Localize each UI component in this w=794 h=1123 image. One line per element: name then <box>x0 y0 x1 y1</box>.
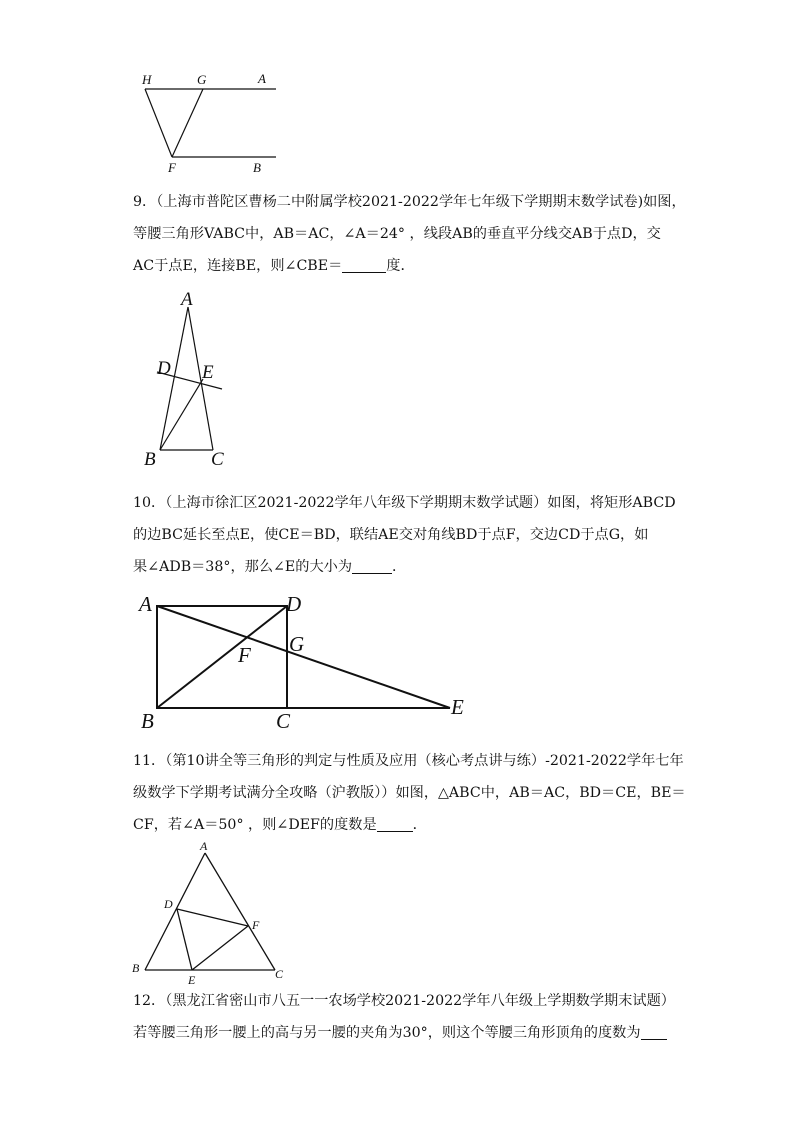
label-c: C <box>275 967 284 981</box>
label-h: H <box>142 72 152 87</box>
question-12-number: 12． <box>133 993 166 1009</box>
question-11-line-1-text: （第10讲全等三角形的判定与性质及应用（核心考点讲与练）-2021-2022学年七年 <box>165 753 684 769</box>
answer-blank <box>352 559 392 574</box>
label-a: A <box>258 71 266 86</box>
label-e: E <box>202 362 214 383</box>
label-b: B <box>253 160 261 175</box>
question-10-line-3 <box>133 551 663 583</box>
question-12-line-1 <box>133 985 675 1017</box>
label-e: E <box>451 695 464 719</box>
figure-isosceles-triangle-q9 <box>140 285 240 475</box>
label-e: E <box>188 973 196 987</box>
answer-blank <box>377 817 413 832</box>
question-10-source: （上海市徐汇区2021-2022学年八年级下学期期末数学试题） <box>165 495 548 511</box>
label-d: D <box>164 897 173 911</box>
label-b: B <box>144 449 156 470</box>
question-10-number: 10． <box>133 495 166 511</box>
label-a: A <box>181 289 193 310</box>
question-10 <box>133 487 676 583</box>
question-9-line-3 <box>133 250 663 282</box>
figure-triangle-q11 <box>130 838 290 988</box>
question-10-line-1-tail: 如图，将矩形ABCD <box>547 495 676 511</box>
label-d: D <box>286 592 302 616</box>
question-9-number: 9． <box>133 194 157 210</box>
question-11-line-2: 级数学下学期考试满分全攻略（沪教版））如图，△ABC中，AB＝AC，BD＝CE，BE＝ <box>133 785 686 801</box>
label-d: D <box>157 358 171 379</box>
label-f: F <box>252 918 260 932</box>
answer-blank <box>342 258 386 273</box>
question-11-line-3-tail: ． <box>412 817 427 833</box>
label-a: A <box>139 592 152 616</box>
question-12-line-2 <box>133 1017 663 1049</box>
question-11-line-3-head: CF，若∠A＝50° ，则∠DEF的度数是 <box>133 817 377 833</box>
question-10-line-2: 的边BC延长至点E，使CE＝BD，联结AE交对角线BD于点F，交边CD于点G，如 <box>133 527 649 543</box>
label-f: F <box>238 643 251 667</box>
question-10-line-1 <box>133 487 676 519</box>
question-12 <box>133 985 675 1049</box>
figure-rectangle-q10 <box>135 590 475 735</box>
question-9-source: （上海市普陀区曹杨二中附属学校2021-2022学年七年级下学期期末数学试卷) <box>156 194 644 210</box>
question-11-line-1 <box>133 745 684 777</box>
label-g: G <box>289 632 305 656</box>
question-10-line-3-head: 果∠ADB＝38°，那么∠E的大小为 <box>133 559 353 575</box>
question-9-line-1-tail: 如图， <box>643 194 686 210</box>
label-g: G <box>197 72 207 87</box>
label-b: B <box>141 709 154 733</box>
label-c: C <box>276 709 291 733</box>
question-11-line-3 <box>133 809 663 841</box>
label-c: C <box>211 449 224 470</box>
question-9 <box>133 186 686 282</box>
question-9-line-3-tail: 度． <box>386 258 415 274</box>
answer-blank <box>641 1025 667 1040</box>
question-9-line-1 <box>133 186 686 218</box>
question-12-line-2-text: 若等腰三角形一腰上的高与另一腰的夹角为30°，则这个等腰三角形顶角的度数为 <box>133 1025 641 1041</box>
question-11 <box>133 745 686 841</box>
label-a: A <box>200 839 208 853</box>
question-11-number: 11． <box>133 753 166 769</box>
figure-parallel-lines <box>130 65 290 180</box>
question-9-line-3-head: AC于点E，连接BE，则∠CBE＝ <box>133 258 343 274</box>
label-b: B <box>132 961 140 975</box>
question-9-line-2: 等腰三角形VABC中，AB＝AC，∠A＝24° ，线段AB的垂直平分线交AB于点D，交 <box>133 226 661 242</box>
question-10-line-3-tail: ． <box>392 559 407 575</box>
question-12-source: （黑龙江省密山市八五一一农场学校2021-2022学年八年级上学期数学期末试题） <box>165 993 675 1009</box>
label-f: F <box>168 160 176 175</box>
